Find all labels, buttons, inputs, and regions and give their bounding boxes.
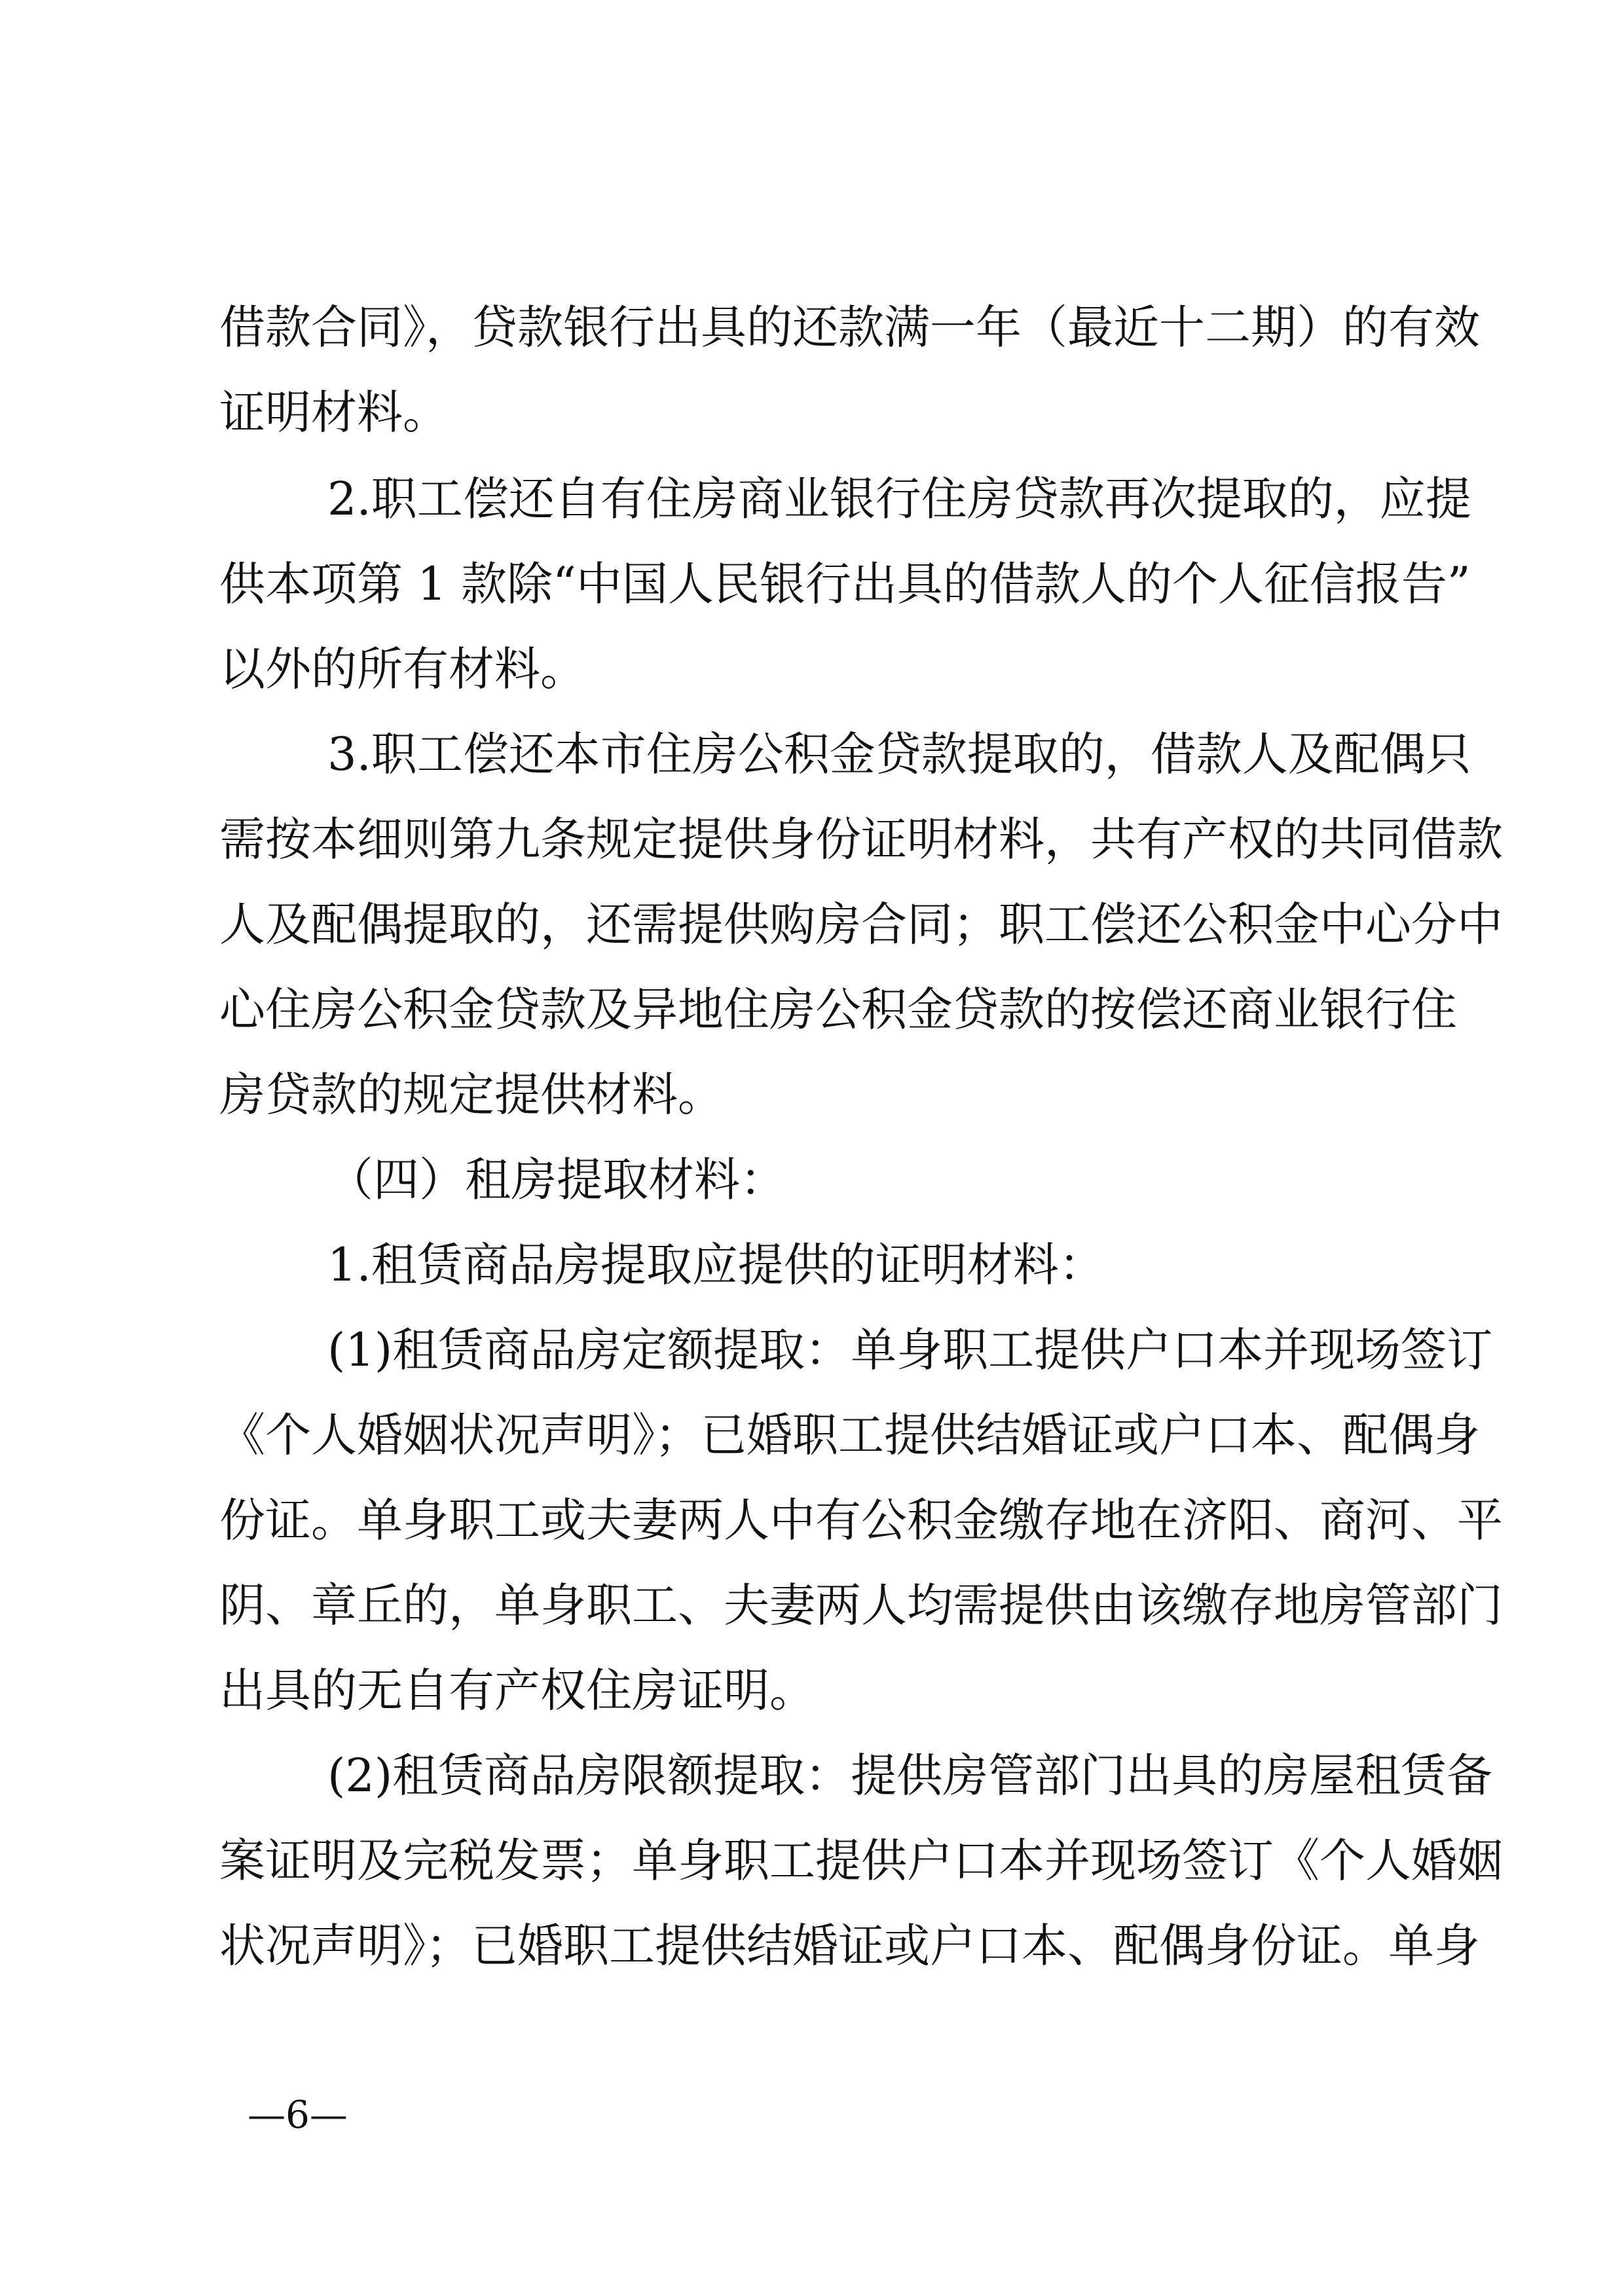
text-line: (1)租赁商品房定额提取：单身职工提供户口本并现场签订 [327,1323,1493,1377]
text-line: 人及配偶提取的，还需提供购房合同；职工偿还公积金中心分中 [219,898,1503,951]
text-line: 出具的无自有产权住房证明。 [219,1664,815,1717]
text-line: 借款合同》，贷款银行出具的还款满一年（最近十二期）的有效 [219,301,1480,354]
section-heading: （四）租房提取材料： [327,1153,786,1207]
text-line: 供本项第 1 款除“中国人民银行出具的借款人的个人征信报告” [219,557,1471,611]
text-line: (2)租赁商品房限额提取：提供房管部门出具的房屋租赁备 [327,1749,1493,1802]
text-line: 案证明及完税发票；单身职工提供户口本并现场签订《个人婚姻 [219,1834,1503,1887]
text-line: 以外的所有材料。 [219,642,586,696]
text-line: 状况声明》；已婚职工提供结婚证或户口本、配偶身份证。单身 [219,1919,1480,1973]
text-line: 1.租赁商品房提取应提供的证明材料： [327,1238,1105,1292]
text-line: 需按本细则第九条规定提供身份证明材料，共有产权的共同借款 [219,812,1503,866]
text-line: 份证。单身职工或夫妻两人中有公积金缴存地在济阳、商河、平 [219,1493,1503,1547]
text-line: 2.职工偿还自有住房商业银行住房贷款再次提取的，应提 [327,472,1471,526]
text-line: 《个人婚姻状况声明》；已婚职工提供结婚证或户口本、配偶身 [219,1408,1480,1462]
text-line: 房贷款的规定提供材料。 [219,1068,724,1121]
text-line: 证明材料。 [219,386,449,439]
text-line: 3.职工偿还本市住房公积金贷款提取的，借款人及配偶只 [327,727,1471,781]
text-line: 心住房公积金贷款及异地住房公积金贷款的按偿还商业银行住 [219,983,1457,1036]
text-line: 阴、章丘的，单身职工、夫妻两人均需提供由该缴存地房管部门 [219,1578,1503,1632]
page-number: —6— [248,2092,348,2137]
